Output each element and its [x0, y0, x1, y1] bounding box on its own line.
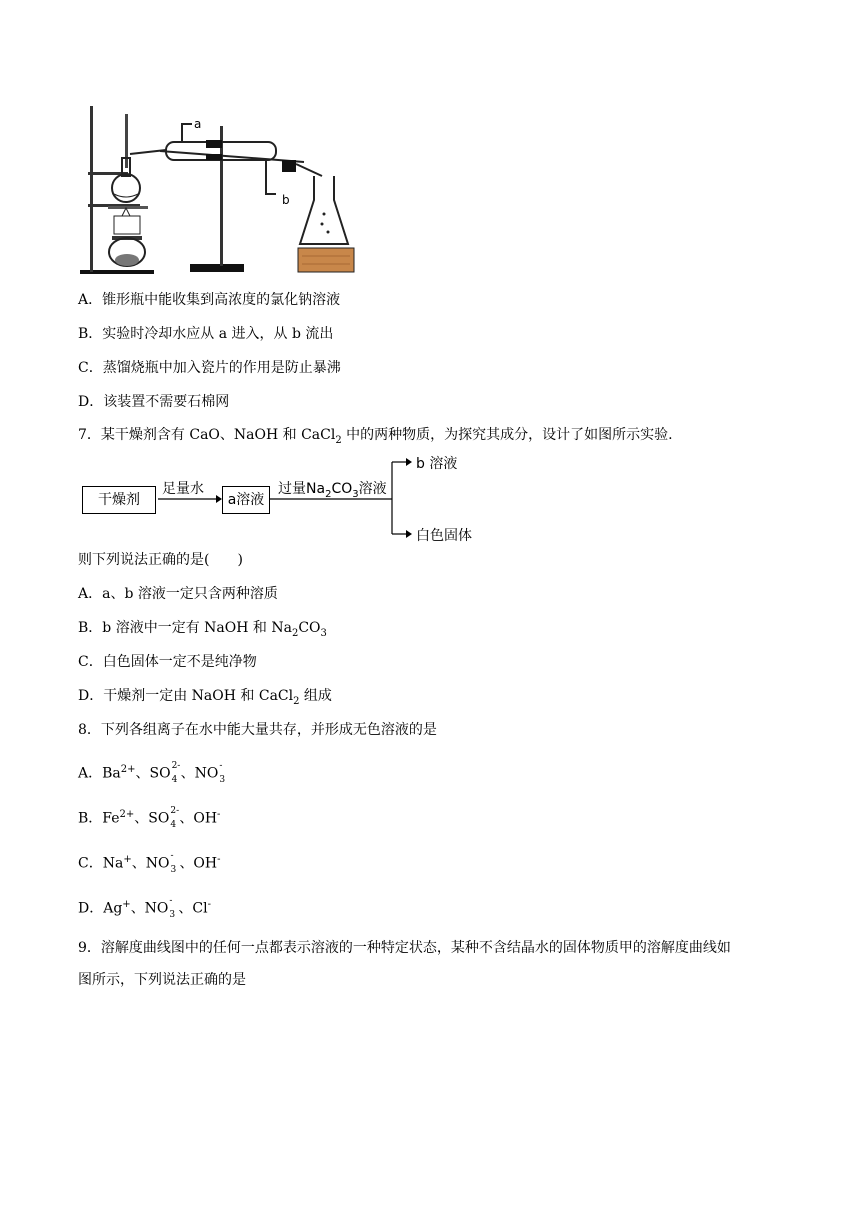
q7-question: 则下列说法正确的是( ) — [78, 552, 243, 568]
q8-option-b: B．$Fe^{2+}$、SO 2- 4 、OH- — [78, 805, 221, 830]
label-b: b — [282, 193, 290, 207]
q7-flowchart — [82, 448, 502, 544]
q6-option-c: C．蒸馏烧瓶中加入瓷片的作用是防止暴沸 — [78, 360, 341, 376]
flow-output-b-solution: b 溶液 — [416, 456, 458, 472]
distillation-apparatus-figure — [78, 96, 358, 276]
q8-option-a: A．$Ba^{2+}$、SO 2- 4 、NO - 3 — [78, 760, 226, 785]
q7-stem: 7．某干燥剂含有 CaO、NaOH 和 CaCl$_2$ 中的两种物质，为探究其成分，设计了如图所示实验. — [78, 427, 673, 446]
q6-option-b: B．实验时冷却水应从 a 进入，从 b 流出 — [78, 326, 334, 342]
q8-stem: 8．下列各组离子在水中能大量共存，并形成无色溶液的是 — [78, 722, 437, 738]
q7-option-a: A．a、b 溶液一定只含两种溶质 — [78, 586, 278, 602]
flow-box-desiccant: 干燥剂 — [82, 486, 156, 514]
q6-option-d: D．该装置不需要石棉网 — [78, 394, 230, 410]
q7-option-c: C．白色固体一定不是纯净物 — [78, 654, 257, 670]
q8-option-c: C．Na+、NO - 3 、OH- — [78, 850, 221, 875]
q7-option-d: D．干燥剂一定由 NaOH 和 CaCl$_2$ 组成 — [78, 688, 332, 707]
flow-label-na2co3: 过量$Na_2CO_3$溶液 — [278, 481, 387, 500]
flow-label-water: 足量水 — [162, 481, 204, 497]
q9-stem-line1: 9．溶解度曲线图中的任何一点都表示溶液的一种特定状态，某种不含结晶水的固体物质甲的溶解度曲线如 — [78, 940, 731, 956]
q7-option-b: B．b 溶液中一定有 NaOH 和 $Na_2CO_3$ — [78, 620, 327, 639]
flow-box-solution-a: a溶液 — [222, 486, 270, 514]
q6-option-a: A．锥形瓶中能收集到高浓度的氯化钠溶液 — [78, 292, 341, 308]
flow-output-white-solid: 白色固体 — [416, 528, 472, 544]
q8-option-d: D．Ag+、NO - 3 、Cl- — [78, 895, 212, 920]
label-a: a — [194, 117, 202, 131]
q9-stem-line2: 图所示，下列说法正确的是 — [78, 972, 246, 988]
